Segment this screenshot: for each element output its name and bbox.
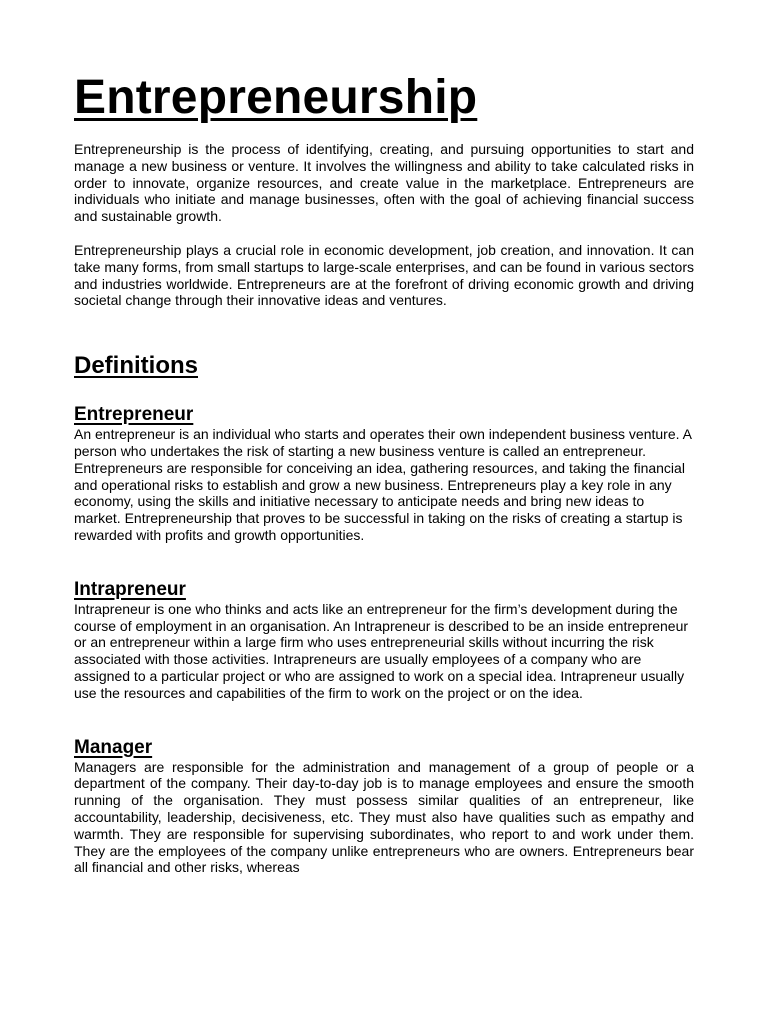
document-page bbox=[74, 68, 694, 876]
intrapreneur-heading: Intrapreneur bbox=[74, 578, 186, 600]
definitions-heading: Definitions bbox=[74, 352, 198, 380]
intro-paragraph-2: Entrepreneurship plays a crucial role in economic development, job creation, and innovation. It can take many forms, from small startups to large-scale enterprises, and can be found in various sectors and industries worldwide. Entrepreneurs are at the forefront of driving economic growth and driving societal change through their innovative ideas and ventures. bbox=[74, 241, 694, 309]
entrepreneur-definition: An entrepreneur is an individual who starts and operates their own independent business venture. A person who undertakes the risk of starting a new business venture is called an entrepreneur. Entrepreneurs are responsible for conceiving an idea, gathering resources, and taking the financial and operational risks to establish and grow a new business. Entrepreneurs play a key role in any economy, using the skills and initiative necessary to anticipate needs and bring new ideas to market. Entrepreneurship that proves to be successful in taking on the risks of creating a startup is rewarded with profits and growth opportunities. bbox=[74, 426, 692, 543]
intrapreneur-definition: Intrapreneur is one who thinks and acts like an entrepreneur for the firm’s development during the course of employment in an organisation. An Intrapreneur is described to be an inside entrepreneur or an entrepreneur within a large firm who uses entrepreneurial skills without incurring the risk associated with those activities. Intrapreneurs are usually employees of a company who are assigned to a particular project or who are assigned to work on a special idea. Intrapreneur usually use the resources and capabilities of the firm to work on the project or on the idea. bbox=[74, 600, 689, 701]
intro-paragraph-1: Entrepreneurship is the process of identifying, creating, and pursuing opportunities to start and manage a new business or venture. It involves the willingness and ability to take calculated risks in order to innovate, organize resources, and create value in the marketplace. Entrepreneurs are individuals who initiate and manage businesses, often with the goal of achieving financial success and sustainable growth. bbox=[74, 141, 694, 225]
entrepreneur-heading: Entrepreneur bbox=[74, 404, 194, 426]
document-title: Entrepreneurship bbox=[74, 71, 478, 124]
manager-heading: Manager bbox=[74, 736, 153, 758]
manager-definition: Managers are responsible for the administration and management of a group of people or a department of the company. Their day-to-day job is to manage employees and ensure the smooth running of the organisation. They must possess similar qualities of an entrepreneur, like accountability, leadership, decisiveness, etc. They must also have qualities such as empathy and warmth. They are responsible for supervising subordinates, who report to and work under them. They are the employees of the company unlike entrepreneurs who are owners. Entrepreneurs bear all financial and other risks, whereas bbox=[74, 758, 694, 876]
